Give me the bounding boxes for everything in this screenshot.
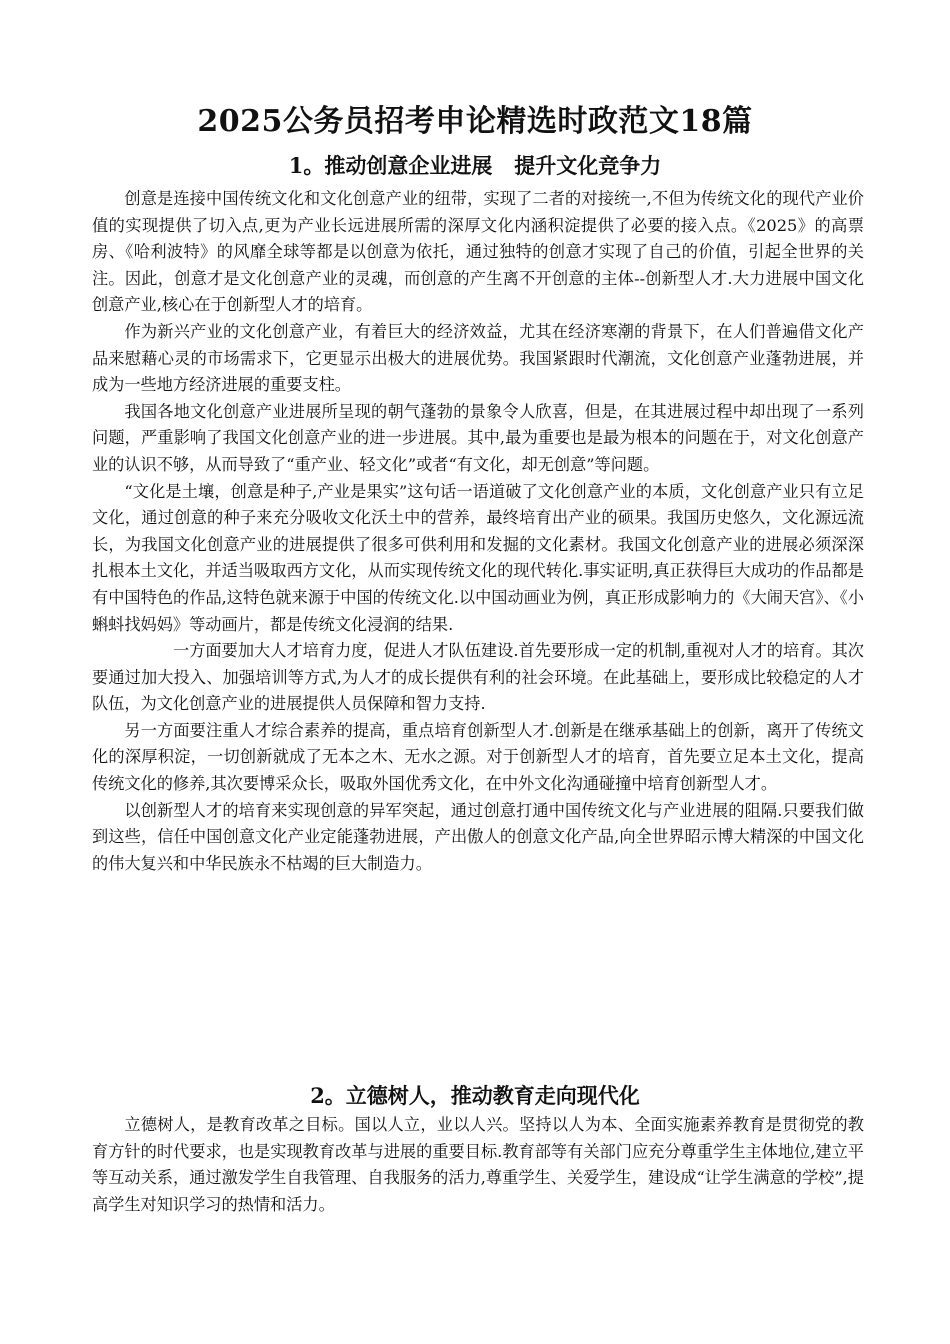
paragraph: 立德树人，是教育改革之目标。国以人立，业以人兴。坚持以人为本、全面实施素养教育是贯彻党的教育方针的时代要求，也是实现教育改革与进展的重要目标.教育部等有关部门应充分尊重学生主体地位,建立平等互动关系，通过激发学生自我管理、自我服务的活力,尊重学生、关爱学生，建设成“让学生满意的学校”,提高学生对知识学习的热情和活力。 bbox=[92, 1115, 864, 1214]
paragraph: “文化是土壤，创意是种子,产业是果实”这句话一语道破了文化创意产业的本质，文化创意产业只有立足文化，通过创意的种子来充分吸收文化沃土中的营养，最终培育出产业的硕果。我国历史悠久，文化源远流长，为我国文化创意产业的进展提供了很多可供利用和发掘的文化素材。我国文化创意产业的进展必须深深扎根本土文化，并适当吸取西方文化，从而实现传统文化的现代转化.事实证明,真正获得巨大成功的作品都是有中国特色的作品,这特色就来源于中国的传统文化.以中国动画业为例，真正形成影响力的《大闹天宫》、《小蝌蚪找妈妈》等动画片，都是传统文化浸润的结果. bbox=[92, 481, 864, 634]
paragraph: 创意是连接中国传统文化和文化创意产业的纽带，实现了二者的对接统一,不但为传统文化的现代产业价值的实现提供了切入点,更为产业长远进展所需的深厚文化内涵积淀提供了必要的接入点。《2025》的高票房、《哈利波特》的风靡全球等都是以创意为依托，通过独特的创意才实现了自己的价值，引起全世界的关注。因此，创意才是文化创意产业的灵魂，而创意的产生离不开创意的主体--创新型人才.大力进展中国文化创意产业,核心在于创新型人才的培育。 bbox=[92, 189, 864, 315]
paragraph: 我国各地文化创意产业进展所呈现的朝气蓬勃的景象令人欣喜，但是，在其进展过程中却出现了一系列问题，严重影响了我国文化创意产业的进一步进展。其中,最为重要也是最为根本的问题在于，对文化创意产业的认识不够，从而导致了“重产业、轻文化”或者“有文化，却无创意”等问题。 bbox=[92, 401, 864, 474]
section-2-heading: 2。立德树人，推动教育走向现代化 bbox=[310, 1083, 640, 1108]
section-2-body bbox=[92, 1112, 864, 1218]
paragraph: 一方面要加大人才培育力度，促进人才队伍建设.首先要形成一定的机制,重视对人才的培育。其次要通过加大投入、加强培训等方式,为人才的成长提供有利的社会环境。在此基础上，要形成比较稳定的人才队伍，为文化创意产业的进展提供人员保障和智力支持. bbox=[92, 641, 864, 714]
section-1-body bbox=[92, 186, 864, 877]
paragraph: 以创新型人才的培育来实现创意的异军突起，通过创意打通中国传统文化与产业进展的阻隔.只要我们做到这些，信任中国创意文化产业定能蓬勃进展，产出傲人的创意文化产品,向全世界昭示博大精深的中国文化的伟大复兴和中华民族永不枯竭的巨大制造力。 bbox=[92, 800, 864, 873]
document-title: 2025公务员招考申论精选时政范文18篇 bbox=[197, 104, 753, 139]
paragraph: 作为新兴产业的文化创意产业，有着巨大的经济效益，尤其在经济寒潮的背景下，在人们普遍借文化产品来慰藉心灵的市场需求下，它更显示出极大的进展优势。我国紧跟时代潮流，文化创意产业蓬勃进展，并成为一些地方经济进展的重要支柱。 bbox=[92, 321, 864, 395]
paragraph: 另一方面要注重人才综合素养的提高，重点培育创新型人才.创新是在继承基础上的创新，离开了传统文化的深厚积淀，一切创新就成了无本之木、无水之源。对于创新型人才的培育，首先要立足本土文化，提高传统文化的修养,其次要博采众长，吸取外国优秀文化，在中外文化沟通碰撞中培育创新型人才。 bbox=[92, 720, 864, 794]
section-1-heading: 1。推动创意企业进展 提升文化竞争力 bbox=[288, 153, 662, 178]
